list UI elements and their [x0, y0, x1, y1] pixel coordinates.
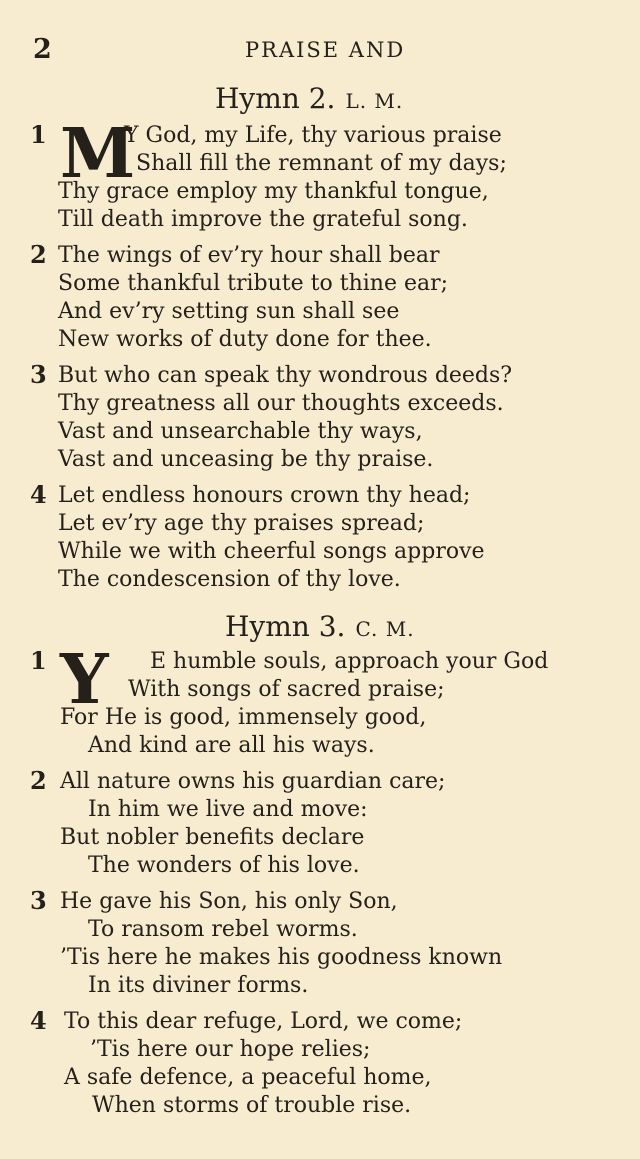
hymn-meter: C. M. [355, 617, 415, 641]
hymn-line: The wonders of his love. [88, 853, 360, 878]
hymn-title [215, 82, 403, 115]
hymn-line: The condescension of thy love. [58, 567, 401, 592]
hymn-line: When storms of trouble rise. [92, 1093, 412, 1118]
hymn-number: Hymn 2. [215, 82, 336, 115]
verse-number: 1 [30, 646, 47, 675]
hymn-line: And kind are all his ways. [88, 733, 375, 758]
running-title: PRAISE AND [245, 38, 406, 62]
hymn-title [225, 610, 415, 643]
hymn-line: He gave his Son, his only Son, [60, 889, 398, 914]
hymn-line: Shall fill the remnant of my days; [136, 151, 507, 176]
hymn-line: In him we live and move: [88, 797, 368, 822]
verse-number: 3 [30, 360, 47, 389]
hymn-line: Till death improve the grateful song. [58, 207, 468, 232]
page-number: 2 [33, 34, 52, 65]
hymn-meter: L. M. [345, 89, 404, 113]
hymn-number: Hymn 3. [225, 610, 346, 643]
hymn-line: E humble souls, approach your God [150, 649, 549, 674]
hymn-line: Some thankful tribute to thine ear; [58, 271, 449, 296]
hymn-line: Let ev’ry age thy praises spread; [58, 511, 425, 536]
verse-number: 2 [30, 766, 47, 795]
verse-number: 3 [30, 886, 47, 915]
hymn-line: A safe defence, a peaceful home, [64, 1065, 432, 1090]
hymn-line: ’Tis here our hope relies; [90, 1037, 371, 1062]
hymn-line: To ransom rebel worms. [88, 917, 358, 942]
verse-number: 2 [30, 240, 47, 269]
hymn-line: New works of duty done for thee. [58, 327, 432, 352]
hymn-line: The wings of ev’ry hour shall bear [58, 243, 440, 268]
hymn-line: And ev’ry setting sun shall see [58, 299, 400, 324]
hymn-line: While we with cheerful songs approve [58, 539, 485, 564]
hymn-line: Thy greatness all our thoughts exceeds. [58, 391, 504, 416]
drop-cap: Y [60, 640, 109, 720]
hymn-line: All nature owns his guardian care; [60, 769, 446, 794]
hymn-line: In its diviner forms. [88, 973, 309, 998]
hymn-line: For He is good, immensely good, [60, 705, 427, 730]
hymn-line: Let endless honours crown thy head; [58, 483, 471, 508]
hymn-line: Vast and unsearchable thy ways, [58, 419, 423, 444]
verse-number: 1 [30, 120, 47, 149]
hymn-line: But nobler benefits declare [60, 825, 365, 850]
hymn-line: To this dear refuge, Lord, we come; [64, 1009, 463, 1034]
hymn-line: But who can speak thy wondrous deeds? [58, 363, 513, 388]
hymn-line: Y God, my Life, thy various praise [124, 123, 502, 148]
hymn-line: Thy grace employ my thankful tongue, [58, 179, 489, 204]
verse-number: 4 [30, 480, 47, 509]
verse-number: 4 [30, 1006, 47, 1035]
hymn-line: ’Tis here he makes his goodness known [60, 945, 503, 970]
hymn-line: With songs of sacred praise; [128, 677, 445, 702]
drop-cap: M [60, 114, 136, 194]
hymn-line: Vast and unceasing be thy praise. [58, 447, 434, 472]
